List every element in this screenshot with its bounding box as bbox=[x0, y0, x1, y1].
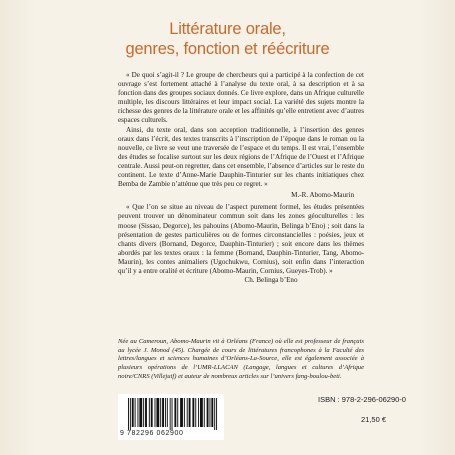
signature-1: M.-R. Abomo-Maurin bbox=[291, 191, 354, 200]
signature-2: Ch. Belinga b’Eno bbox=[244, 276, 298, 285]
price-label: 21,50 € bbox=[361, 415, 387, 424]
book-title bbox=[60, 19, 395, 59]
author-bio: Née au Cameroun, Abomo-Maurin vit à Orléans (France) où elle est professeur de français au lycée J. Monod (45). Chargée de cours de littératures francophones à la Faculté des lettres/langues et sciences humaines d’Orléans-La-Source, elle est également associée à plusieurs opérations de l’UMR-LLACAN (Langage, langues et cultures d’Afrique noire/CNRS (Villejuif) et auteur de nombreux articles sur l’univers fang-boulou-beti. bbox=[118, 338, 364, 380]
barcode-digits: 9 782296 062900 bbox=[120, 430, 184, 437]
title-line-2: genres, fonction et réécriture bbox=[125, 40, 330, 58]
barcode-image bbox=[128, 398, 218, 430]
blurb-paragraph-1: « De quoi s’agit-il ? Le groupe de chercheurs qui a participé à la confection de cet ouvrage s’est fortement attaché à l’analyse du texte oral, à sa description et à sa fonction dans des groupes sociaux donnés. Ce livre explore, dans un Afrique culturelle multiple, les discours littéraires et leur impact social. La variété des sujets montre la richesse des genres de la littérature orale et les affinités qu’elle entretient avec d’autres espaces culturels. bbox=[118, 71, 364, 125]
blurb-body bbox=[118, 71, 364, 285]
isbn-label: ISBN : 978-2-296-06290-0 bbox=[318, 395, 406, 404]
blurb-paragraph-3: « Que l’on se situe au niveau de l’aspect purement formel, les études présentées peuvent trouver un dénominateur commun soit dans les zones géoculturelles : les moose (Sissao, Degorce), les pahouins (Abomo-Maurin, Belinga b’Eno) ; soit dans la présentation de gestes particulières ou de formes circonstancielles : poésies, jeux et chants divers (Bornand, Degorce, Dauphin-Tinturier) ; soit encore dans les thèmes abordés par les textes oraux : la femme (Bornand, Dauphin-Tinturier, Tang, Abomo-Maurin), les contes animaliers (Ugochukwu, Cornius), soit enfin dans l’interaction qu’il y a entre oralité et écriture (Abomo-Maurin, Cornius, Gueyes-Trob). » bbox=[118, 203, 364, 275]
title-line-1: Littérature orale, bbox=[169, 20, 286, 38]
barcode-block bbox=[118, 394, 224, 440]
blurb-paragraph-2: Ainsi, du texte oral, dans son acception traditionnelle, à l’insertion des genres oraux dans l’écrit, des textes transcrits à l’inscription de l’époque dans le roman ou la nouvelle, ce livre se veut une traversée de l’espace et du temps. Il est vrai, l’ensemble des études se focalise surtout sur les deux régions de l’Afrique de l’Ouest et l’Afrique centrale. Aussi peut-on regretter, dans cet ensemble, l’absence d’articles sur le reste du continent. Le texte d’Anne-Marie Dauphin-Tinturier sur les chants initiatiques chez Bemba de Zambie n’atténue que très peu ce regret. » bbox=[118, 125, 364, 189]
